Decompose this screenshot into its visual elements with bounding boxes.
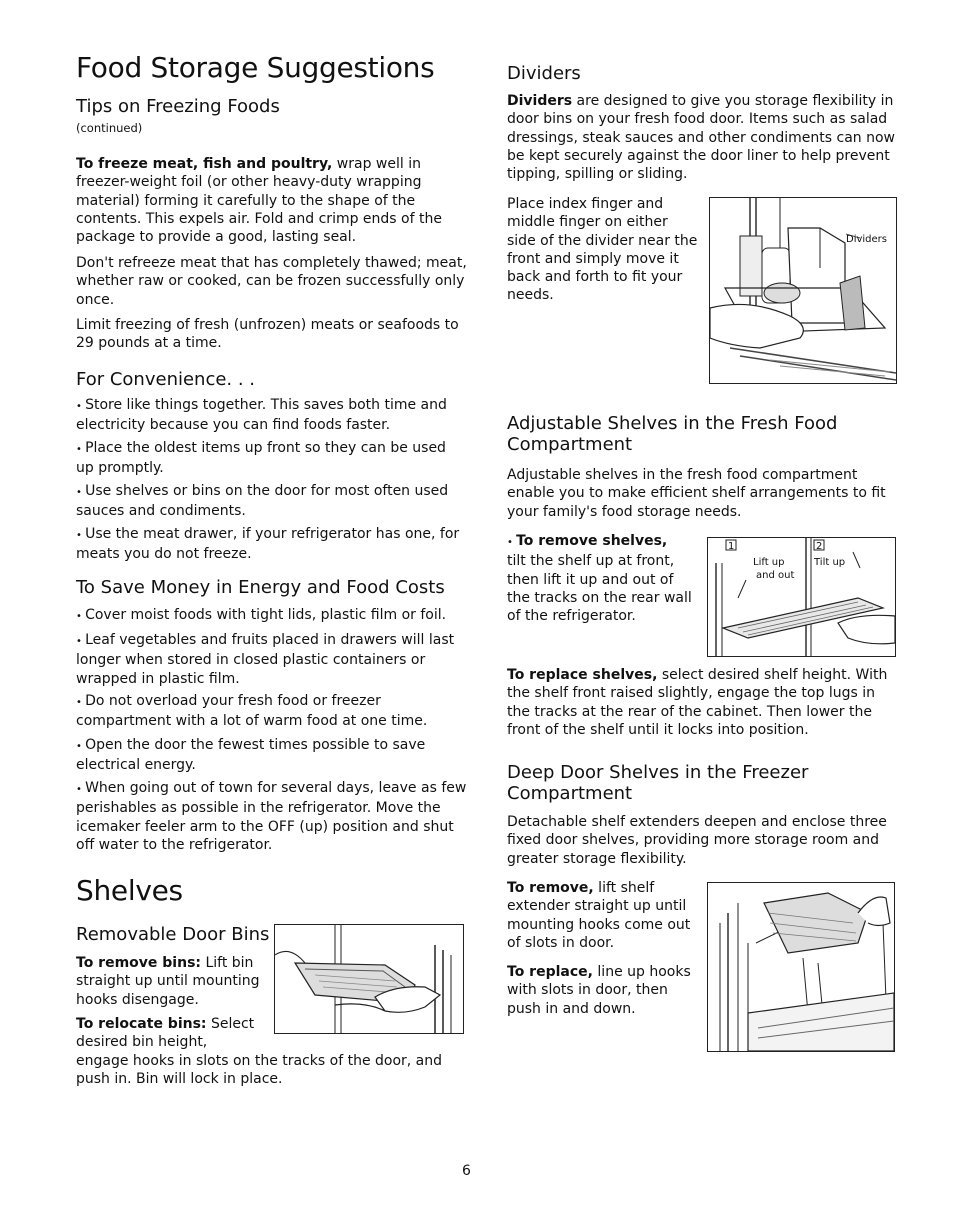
refreeze-paragraph: Don't refreeze meat that has completely thawed; meat, whether raw or cooked, can be frozen successfully only once. <box>76 255 467 308</box>
deep-door-shelves-paragraph: Detachable shelf extenders deepen and enclose three fixed door shelves, providing more storage room and greater storage flexibility. <box>507 814 887 867</box>
dividers-figure-label: Dividers <box>846 234 887 245</box>
remove-extender-lead: To remove, <box>507 880 594 896</box>
convenience-heading: For Convenience. . . <box>76 369 256 390</box>
remove-shelves-text: tilt the shelf up at front, then lift it up and out of the tracks on the rear wall of the refrigerator. <box>507 553 692 625</box>
replace-shelves-lead: To replace shelves, <box>507 667 658 683</box>
money-item: • Open the door the fewest times possible to save electrical energy. <box>76 736 468 775</box>
relocate-bins-paragraph <box>76 1015 264 1052</box>
remove-bins-lead: To remove bins: <box>76 955 202 971</box>
remove-shelves-lead: To remove shelves, <box>516 533 668 549</box>
page-number: 6 <box>462 1163 471 1179</box>
deep-door-shelves-heading: Deep Door Shelves in the Freezer Compartment <box>507 762 809 804</box>
money-item: • Cover moist foods with tight lids, plastic film or foil. <box>76 606 468 626</box>
step-one-number: 2 <box>816 541 823 552</box>
remove-extender-text: lift shelf extender straight up until mounting hooks come out of slots in door. <box>507 880 691 951</box>
convenience-item: • Use shelves or bins on the door for most often used sauces and condiments. <box>76 482 468 521</box>
tilt-up-label: Tilt up <box>814 557 846 568</box>
page-title: Food Storage Suggestions <box>76 51 435 84</box>
door-bin-illustration <box>274 924 464 1034</box>
replace-shelves-text: select desired shelf height. With the shelf front raised slightly, engage the top lugs in the tracks at the rear of the cabinet. Then lower the front of the shelf until it locks into position. <box>507 667 888 738</box>
shelves-title: Shelves <box>76 874 183 907</box>
replace-extender-lead: To replace, <box>507 964 593 980</box>
remove-bins-text: Lift bin straight up until mounting hooks disengage. <box>76 955 260 1008</box>
money-heading: To Save Money in Energy and Food Costs <box>76 577 445 598</box>
dividers-illustration <box>709 197 897 384</box>
convenience-item: • Store like things together. This saves both time and electricity because you can find foods faster. <box>76 396 468 435</box>
door-bins-heading: Removable Door Bins <box>76 924 270 945</box>
relocate-bins-lead: To relocate bins: <box>76 1016 207 1032</box>
adjustable-shelves-paragraph: Adjustable shelves in the fresh food compartment enable you to make efficient shelf arrangements to fit your family's food storage needs. <box>507 467 886 520</box>
remove-bins-paragraph <box>76 954 264 1009</box>
lift-up-label: Lift up <box>753 557 785 568</box>
step-two-number: 1 <box>728 541 735 552</box>
dividers-lead: Dividers <box>507 93 573 109</box>
and-out-label: and out <box>756 570 795 581</box>
freeze-meat-lead: To freeze meat, fish and poultry, <box>76 156 333 172</box>
replace-extender-paragraph <box>507 963 693 1018</box>
adjustable-shelves-heading: Adjustable Shelves in the Fresh Food Compartment <box>507 413 838 455</box>
relocate-bins-text: Select desired bin height, <box>76 1016 255 1051</box>
dividers-paragraph <box>507 92 899 183</box>
remove-shelves-paragraph <box>507 532 693 625</box>
adjustable-shelves-illustration <box>707 537 896 657</box>
deep-door-shelves-illustration <box>707 882 895 1052</box>
dividers-heading: Dividers <box>507 63 581 84</box>
continued-note: (continued) <box>76 121 143 135</box>
convenience-item: • Use the meat drawer, if your refrigerator has one, for meats you do not freeze. <box>76 525 468 564</box>
money-item: • Do not overload your fresh food or freezer compartment with a lot of warm food at one time. <box>76 692 468 731</box>
money-item: • When going out of town for several days, leave as few perishables as possible in the refrigerator. Move the icemaker feeler arm to the OFF (up) position and shut off water to the refrigerator. <box>76 779 468 854</box>
freeze-meat-paragraph <box>76 155 468 246</box>
dividers-text: are designed to give you storage flexibility in door bins on your fresh food door. Items such as salad dressings, steak sauces and other condiments can now be kept securely against the door liner to help prevent tipping, spilling or sliding. <box>507 93 896 183</box>
remove-extender-paragraph <box>507 879 693 952</box>
tips-heading: Tips on Freezing Foods <box>76 96 280 117</box>
replace-shelves-paragraph <box>507 666 899 739</box>
relocate-bins-continued: engage hooks in slots on the tracks of the door, and push in. Bin will lock in place. <box>76 1053 443 1088</box>
freeze-meat-text: wrap well in freezer-weight foil (or other heavy-duty wrapping material) forming it carefully to the shape of the contents. This expels air. Fold and crimp ends of the package to provide a good, lasting seal. <box>76 156 442 246</box>
convenience-item: • Place the oldest items up front so they can be used up promptly. <box>76 439 468 478</box>
money-item: • Leaf vegetables and fruits placed in drawers will last longer when stored in closed plastic containers or wrapped in plastic film. <box>76 631 468 688</box>
dividers-instructions: Place index finger and middle finger on either side of the divider near the front and simply move it back and forth to fit your needs. <box>507 196 698 304</box>
limit-freezing-paragraph: Limit freezing of fresh (unfrozen) meats or seafoods to 29 pounds at a time. <box>76 317 459 352</box>
replace-extender-text: line up hooks with slots in door, then push in and down. <box>507 964 691 1017</box>
